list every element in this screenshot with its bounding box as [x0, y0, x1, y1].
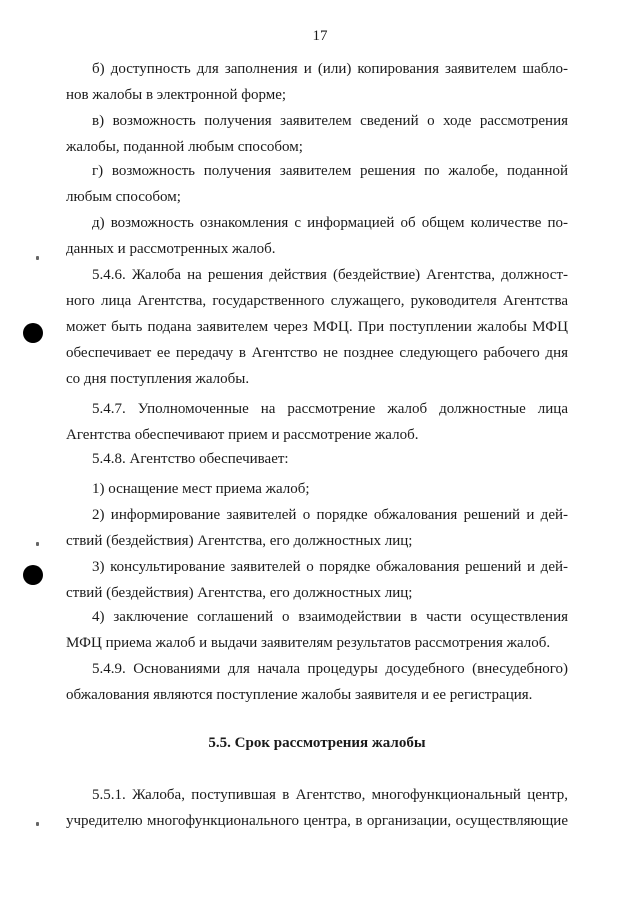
text-line: 5.5.1. Жалоба, поступившая в Агентство, многофункциональный центр,: [92, 787, 568, 803]
punch-hole-top: [23, 323, 43, 343]
text-line: жалобы, поданной любым способом;: [66, 139, 303, 155]
scan-speck: [36, 822, 39, 826]
text-line: может быть подана заявителем через МФЦ. При поступлении жалобы МФЦ: [66, 319, 568, 335]
text-line: в) возможность получения заявителем сведений о ходе рассмотрения: [92, 113, 568, 129]
text-line: 5.4.6. Жалоба на решения действия (бездействие) Агентства, должност-: [92, 267, 568, 283]
text-line: ного лица Агентства, государственного служащего, руководителя Агентства: [66, 293, 568, 309]
paragraph: [66, 210, 568, 262]
text-line: 4) заключение соглашений о взаимодействии в части осуществления: [92, 609, 568, 625]
scan-speck: [36, 256, 39, 260]
paragraph: [66, 604, 568, 656]
text-line: МФЦ приема жалоб и выдачи заявителям результатов рассмотрения жалоб.: [66, 635, 551, 651]
paragraph: [66, 158, 568, 210]
text-line: 5.4.7. Уполномоченные на рассмотрение жалоб должностные лица: [92, 401, 568, 417]
page-number: 17: [312, 28, 328, 44]
text-line: 2) информирование заявителей о порядке обжалования решений и дей-: [92, 507, 568, 523]
text-line: 5.4.9. Основаниями для начала процедуры досудебного (внесудебного): [92, 661, 568, 677]
text-line: Агентства обеспечивают прием и рассмотрение жалоб.: [66, 427, 419, 443]
text-line: 5.4.8. Агентство обеспечивает:: [92, 451, 289, 467]
text-line: б) доступность для заполнения и (или) копирования заявителем шабло-: [92, 61, 568, 77]
paragraph: [66, 56, 568, 108]
scan-speck: [36, 542, 39, 546]
punch-hole-bottom: [23, 565, 43, 585]
paragraph: [66, 502, 568, 554]
text-line: д) возможность ознакомления с информацией об общем количестве по-: [92, 215, 568, 231]
paragraph: [66, 446, 568, 472]
paragraph: [66, 108, 568, 160]
paragraph: [66, 782, 568, 834]
text-line: со дня поступления жалобы.: [66, 371, 250, 387]
paragraph: [66, 476, 568, 502]
section-heading: 5.5. Срок рассмотрения жалобы: [208, 735, 426, 751]
text-line: 1) оснащение мест приема жалоб;: [92, 481, 310, 497]
text-line: обеспечивает ее передачу в Агентство не позднее следующего рабочего дня: [66, 345, 568, 361]
paragraph: [66, 262, 568, 392]
text-line: обжалования являются поступление жалобы заявителя и ее регистрация.: [66, 687, 533, 703]
text-line: ствий (бездействия) Агентства, его должностных лиц;: [66, 585, 413, 601]
text-line: 3) консультирование заявителей о порядке обжалования решений и дей-: [92, 559, 568, 575]
paragraph: [66, 396, 568, 448]
text-line: данных и рассмотренных жалоб.: [66, 241, 276, 257]
text-line: учредителю многофункционального центра, в организации, осуществляющие: [66, 813, 568, 829]
text-line: ствий (бездействия) Агентства, его должностных лиц;: [66, 533, 413, 549]
text-line: любым способом;: [66, 189, 181, 205]
text-line: г) возможность получения заявителем решения по жалобе, поданной: [92, 163, 568, 179]
paragraph: [66, 554, 568, 606]
text-line: нов жалобы в электронной форме;: [66, 87, 287, 103]
paragraph: [66, 656, 568, 708]
